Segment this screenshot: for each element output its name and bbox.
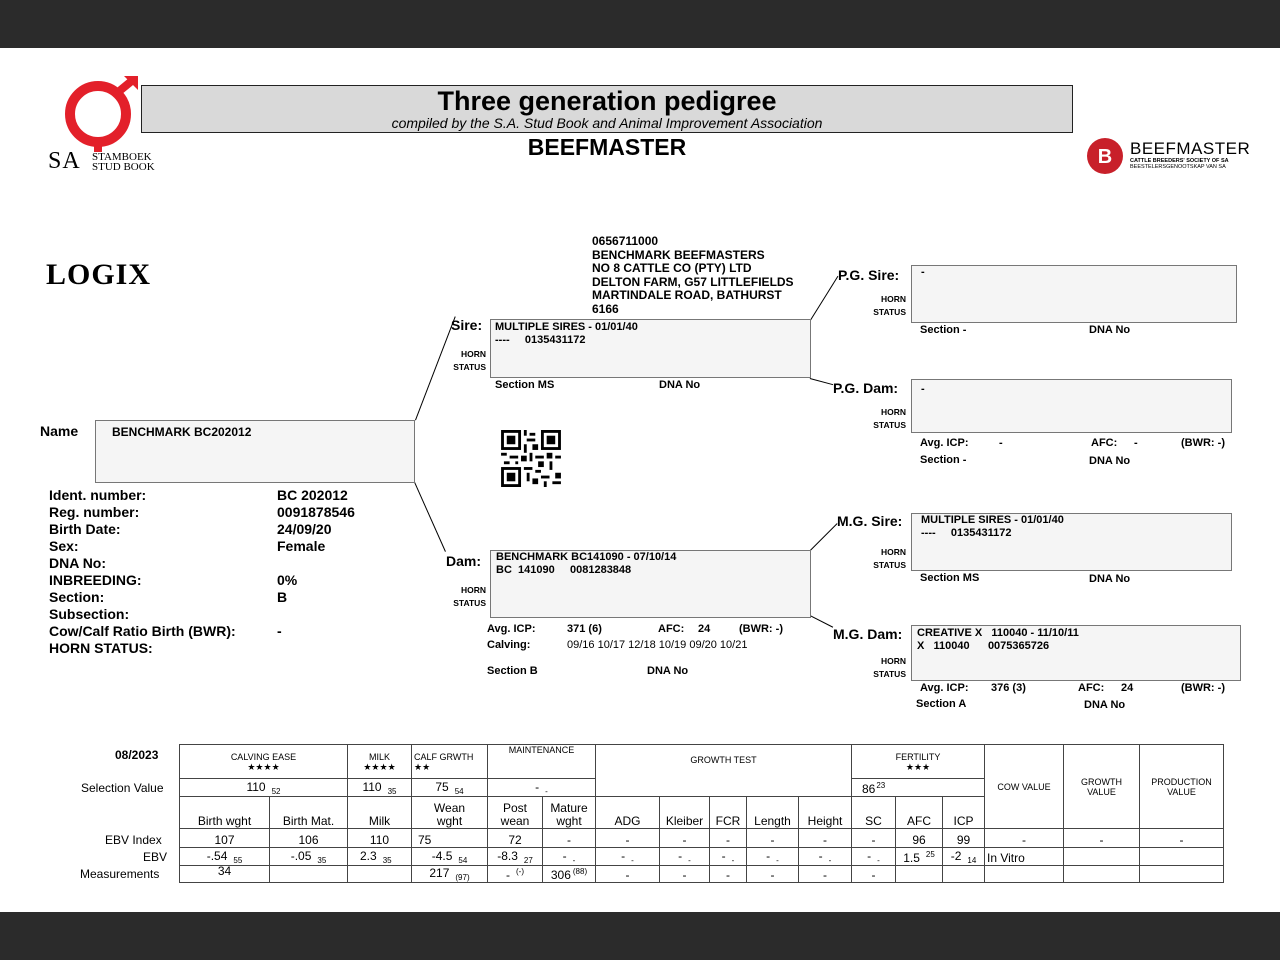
ebv-value: -: [766, 848, 771, 863]
studbook-text: STUD BOOK: [92, 161, 155, 173]
ebv-cell: [543, 848, 596, 866]
info-label: INBREEDING:: [49, 572, 142, 588]
index-cell: -: [596, 829, 660, 848]
ebv-growth-value: [1064, 848, 1140, 866]
meas-value: -: [506, 868, 510, 883]
col-length: Length: [747, 797, 799, 829]
meas-cell: -: [596, 866, 660, 883]
ebv-value: -: [562, 848, 567, 863]
mg-sire-line1: MULTIPLE SIRES - 01/01/40: [921, 514, 1064, 526]
info-label: Cow/Calf Ratio Birth (BWR):: [49, 623, 236, 639]
sel-acc: 23: [876, 781, 886, 790]
status-text: STATUS: [873, 560, 906, 570]
index-cell: -: [852, 829, 896, 848]
connector-line: [810, 276, 838, 321]
ebv-cell: [896, 848, 943, 866]
col-birth-mat: Birth Mat.: [270, 797, 348, 829]
meas-cell: -: [852, 866, 896, 883]
ebv-acc: 35: [317, 856, 327, 865]
info-value: BC 202012: [277, 487, 348, 503]
breeder-address: [592, 235, 794, 316]
col-wean-wght: Wean wght: [412, 797, 488, 829]
pg-dam-afc-label: AFC:: [1091, 437, 1118, 449]
breeder-line: 6166: [592, 301, 619, 316]
col-afc: AFC: [896, 797, 943, 829]
sel-acc: 54: [454, 787, 464, 796]
info-row: [49, 538, 369, 555]
ebv-cell: [710, 848, 747, 866]
calf-growth-title: CALF GRWTH: [414, 751, 474, 762]
sire-section: Section MS: [495, 379, 555, 391]
pg-dam-avg-icp-label: Avg. ICP:: [920, 437, 969, 449]
sire-dna: DNA No: [659, 379, 701, 391]
dam-bwr: (BWR: -): [739, 623, 783, 635]
pg-dam-dna: DNA No: [1089, 455, 1131, 467]
status-text: STATUS: [873, 669, 906, 679]
production-value-header: PRODUCTION VALUE: [1140, 745, 1224, 829]
svg-text:B: B: [1097, 146, 1113, 168]
animal-name: BENCHMARK BC202012: [112, 425, 252, 439]
sire-label: Sire:: [451, 317, 483, 333]
calving-ease-header: [180, 745, 348, 779]
meas-value: 306: [550, 868, 571, 883]
ebv-label: EBV: [143, 850, 168, 864]
fertility-title: FERTILITY: [895, 751, 941, 762]
pg-sire-dna: DNA No: [1089, 324, 1131, 336]
meas-cell: [1064, 866, 1140, 883]
sel-acc: 35: [387, 787, 397, 796]
dam-afc-label: AFC:: [658, 623, 685, 635]
mg-dam-horn-status: [866, 655, 906, 681]
mg-dam-label: M.G. Dam:: [833, 626, 903, 642]
ebv-value: -: [678, 848, 683, 863]
meas-cell: [896, 866, 943, 883]
maintenance-header: MAINTENANCE: [488, 745, 596, 779]
selection-calf: [412, 779, 488, 797]
ebv-production-value: [1140, 848, 1224, 866]
index-cell: 110: [348, 829, 412, 848]
sel-value: 110: [362, 779, 382, 794]
mg-dam-afc: 24: [1121, 682, 1134, 694]
sel-acc: -: [545, 787, 548, 796]
ebv-acc: -: [877, 856, 880, 865]
meas-cell: -: [660, 866, 710, 883]
col-sc: SC: [852, 797, 896, 829]
horn-text: HORN: [880, 294, 906, 304]
meas-acc: (-): [516, 867, 524, 877]
ebv-value: 1.5: [903, 851, 920, 865]
status-text: STATUS: [453, 598, 486, 608]
pg-dam-section: Section -: [920, 454, 967, 466]
mg-dam-line1: CREATIVE X 110040 - 11/10/11: [917, 627, 1079, 639]
fertility-stars: ★★★: [905, 761, 931, 772]
top-bar: [0, 0, 1280, 48]
sire-line2: ---- 0135431172: [495, 334, 586, 346]
pg-dam-box: [911, 379, 1232, 433]
horn-text: HORN: [880, 656, 906, 666]
ebv-acc: -: [731, 856, 735, 865]
ebv-value: -: [621, 848, 626, 863]
dam-avg-icp: 371 (6): [567, 623, 602, 635]
index-cell: 107: [180, 829, 270, 848]
info-label: DNA No:: [49, 555, 107, 571]
index-production-value: -: [1140, 829, 1224, 848]
mg-sire-label: M.G. Sire:: [837, 513, 903, 529]
mg-sire-dna: DNA No: [1089, 573, 1131, 585]
mg-dam-line2: X 110040 0075365726: [917, 640, 1050, 652]
selection-calving: [180, 779, 348, 797]
measurements-label: Measurements: [80, 867, 160, 881]
index-cow-value: -: [985, 829, 1064, 848]
milk-header: [348, 745, 412, 779]
pg-dam-afc: -: [1134, 437, 1138, 449]
growth-value-header: GROWTH VALUE: [1064, 745, 1140, 829]
ebv-value: -: [818, 848, 823, 863]
ebv-acc: -: [572, 856, 576, 865]
calving-ease-title: CALVING EASE: [230, 751, 297, 762]
ebv-acc: -: [688, 856, 691, 865]
dam-calving-dates: 09/16 10/17 12/18 10/19 09/20 10/21: [567, 639, 748, 651]
col-post-wean: Post wean: [488, 797, 543, 829]
breeder-line: BENCHMARK BEEFMASTERS: [592, 247, 765, 262]
breeder-line: DELTON FARM, G57 LITTLEFIELDS: [592, 274, 794, 289]
fertility-header: [852, 745, 985, 779]
milk-stars: ★★★★: [363, 761, 396, 772]
ebv-cell: [852, 848, 896, 866]
mg-dam-avg-icp: 376 (3): [991, 682, 1026, 694]
breeder-line: 0656711000: [592, 234, 659, 248]
status-text: STATUS: [873, 420, 906, 430]
info-label: Sex:: [49, 538, 79, 554]
ebv-value: -4.5: [431, 848, 453, 863]
meas-cell: -: [710, 866, 747, 883]
dam-line2: BC 141090 0081283848: [496, 564, 632, 576]
meas-cell: [543, 866, 596, 883]
info-value: 24/09/20: [277, 521, 332, 537]
ebv-acc: 55: [233, 856, 243, 865]
dam-label: Dam:: [446, 553, 482, 569]
ebv-index-row: [180, 829, 1224, 848]
info-label: Reg. number:: [49, 504, 140, 520]
col-milk: Milk: [348, 797, 412, 829]
info-value: -: [277, 623, 282, 639]
ebv-value: -.05: [290, 848, 312, 863]
col-icp: ICP: [943, 797, 985, 829]
ebv-date: 08/2023: [115, 748, 159, 762]
ebv-value: -.54: [206, 848, 228, 863]
dam-line1: BENCHMARK BC141090 - 07/10/14: [496, 551, 677, 563]
index-cell: 99: [943, 829, 985, 848]
ebv-acc: -: [828, 856, 832, 865]
connector-line: [414, 482, 446, 552]
info-label: Birth Date:: [49, 521, 121, 537]
meas-cell: [270, 866, 348, 883]
calving-stars: ★★★★: [247, 761, 280, 772]
name-label: Name: [40, 423, 79, 439]
mg-dam-dna: DNA No: [1084, 699, 1126, 711]
mg-sire-section: Section MS: [920, 572, 980, 584]
meas-cell: [412, 866, 488, 883]
col-kleiber: Kleiber: [660, 797, 710, 829]
ebv-acc: -: [776, 856, 779, 865]
sire-box: [490, 319, 811, 378]
bottom-bar: [0, 912, 1280, 960]
index-cell: 106: [270, 829, 348, 848]
index-cell: -: [799, 829, 852, 848]
status-text: STATUS: [453, 362, 486, 372]
dam-avg-icp-label: Avg. ICP:: [487, 623, 536, 635]
dam-afc: 24: [698, 623, 711, 635]
col-height: Height: [799, 797, 852, 829]
info-row: [49, 487, 369, 504]
mg-dam-box: [911, 625, 1241, 681]
meas-cell: [943, 866, 985, 883]
sa-letters: SA: [48, 148, 81, 174]
info-value: B: [277, 589, 288, 605]
ebv-acc: 27: [523, 856, 533, 865]
dam-horn-status: [446, 584, 486, 610]
qr-code-icon: [501, 430, 561, 487]
logix-logo: LOGIX: [46, 258, 152, 291]
meas-acc: (97): [455, 873, 470, 883]
info-row: [49, 504, 369, 521]
ebv-cell: [660, 848, 710, 866]
pg-sire-label: P.G. Sire:: [838, 267, 900, 283]
pg-dam-avg-icp: -: [999, 437, 1003, 449]
pg-dam-line1: -: [921, 383, 925, 395]
ebv-value: -: [867, 848, 872, 863]
meas-value: 217: [429, 866, 450, 880]
sire-line1: MULTIPLE SIRES - 01/01/40: [495, 321, 638, 333]
ebv-acc: 54: [458, 856, 468, 865]
ebv-cell: [943, 848, 985, 866]
index-cell: -: [543, 829, 596, 848]
pg-sire-box: [911, 265, 1237, 323]
page-title: Three generation pedigree: [437, 86, 777, 116]
ebv-cell: [488, 848, 543, 866]
info-label: Ident. number:: [49, 487, 147, 503]
sire-horn-status: [446, 348, 486, 374]
ebv-acc: 25: [925, 850, 935, 859]
ebv-cell: [348, 848, 412, 866]
sel-value: 110: [246, 779, 266, 794]
beefmaster-logo: [1086, 137, 1251, 177]
index-cell: -: [710, 829, 747, 848]
ebv-cell: [596, 848, 660, 866]
mg-sire-horn-status: [866, 546, 906, 572]
stamboek-text: STAMBOEK: [92, 151, 152, 163]
ebv-cow-value: In Vitro: [985, 848, 1064, 866]
mg-dam-bwr: (BWR: -): [1181, 682, 1225, 694]
sel-value: 75: [435, 779, 449, 794]
ebv-value: -8.3: [497, 848, 518, 863]
breeder-line: MARTINDALE ROAD, BATHURST: [592, 288, 782, 302]
info-label: HORN STATUS:: [49, 640, 153, 656]
ebv-value: -2: [950, 848, 962, 863]
beefmaster-logo-line2: BEESTELERSGENOOTSKAP VAN SA: [1130, 164, 1226, 170]
pg-dam-bwr: (BWR: -): [1181, 437, 1225, 449]
info-row: [49, 623, 369, 640]
sel-value: 86: [862, 782, 876, 796]
horn-text: HORN: [460, 585, 486, 595]
info-value: 0091878546: [277, 504, 355, 520]
index-growth-value: -: [1064, 829, 1140, 848]
meas-acc: (88): [572, 867, 588, 877]
horn-text: HORN: [460, 349, 486, 359]
info-value: Female: [277, 538, 326, 554]
selection-milk: [348, 779, 412, 797]
ebv-cell: [270, 848, 348, 866]
meas-cell: [488, 866, 543, 883]
meas-cell: [348, 866, 412, 883]
mg-dam-section: Section A: [916, 698, 967, 710]
milk-title: MILK: [368, 751, 390, 762]
connector-line: [810, 523, 838, 551]
connector-line: [810, 378, 833, 385]
pg-sire-line1: -: [921, 266, 925, 278]
meas-cell: -: [799, 866, 852, 883]
pg-dam-horn-status: [866, 406, 906, 432]
breed-title: BEEFMASTER: [527, 134, 687, 160]
info-row: [49, 606, 369, 623]
index-cell: -: [660, 829, 710, 848]
beefmaster-logo-line1: CATTLE BREEDERS' SOCIETY OF SA: [1130, 158, 1229, 164]
page-subtitle: compiled by the S.A. Stud Book and Animal Improvement Association: [391, 115, 823, 131]
calf-growth-header: [412, 745, 488, 779]
info-row: [49, 555, 369, 572]
dam-box: [490, 550, 811, 618]
ebv-value: 2.3: [360, 848, 377, 863]
ebv-row: [180, 848, 1224, 866]
selection-fert: [852, 779, 985, 797]
info-label: Subsection:: [49, 606, 130, 622]
sel-acc: 52: [271, 787, 281, 796]
animal-box: [95, 420, 415, 483]
beefmaster-b-icon: [1086, 137, 1124, 175]
measurements-row: [180, 866, 1224, 883]
growth-test-header: GROWTH TEST: [596, 745, 852, 797]
ebv-table: [179, 744, 1224, 883]
pg-sire-section: Section -: [920, 324, 967, 336]
ebv-group-row: [180, 745, 1224, 779]
info-row: [49, 640, 369, 657]
ebv-cell: [747, 848, 799, 866]
info-value: 0%: [277, 572, 298, 588]
index-cell: 72: [488, 829, 543, 848]
calf-stars: ★★: [414, 761, 431, 772]
ebv-acc: 14: [967, 856, 977, 865]
ebv-cell: [412, 848, 488, 866]
col-fcr: FCR: [710, 797, 747, 829]
mg-dam-avg-icp-label: Avg. ICP:: [920, 682, 969, 694]
index-cell: 75: [412, 829, 488, 848]
horn-text: HORN: [880, 407, 906, 417]
meas-cell: 34: [180, 866, 270, 883]
ebv-acc: -: [631, 856, 634, 865]
breeder-line: NO 8 CATTLE CO (PTY) LTD: [592, 261, 752, 275]
ebv-cell: [180, 848, 270, 866]
info-row: [49, 589, 369, 606]
meas-cell: [985, 866, 1064, 883]
ebv-acc: 35: [382, 856, 392, 865]
status-text: STATUS: [873, 307, 906, 317]
index-cell: 96: [896, 829, 943, 848]
beefmaster-logo-text: BEEFMASTER: [1130, 139, 1251, 158]
info-row: [49, 521, 369, 538]
pg-sire-horn-status: [866, 293, 906, 319]
meas-cell: [1140, 866, 1224, 883]
selection-value-label: Selection Value: [81, 781, 164, 795]
title-box: [141, 85, 1073, 133]
ebv-value: -: [721, 848, 726, 863]
info-label: Section:: [49, 589, 105, 605]
index-cell: -: [747, 829, 799, 848]
meas-cell: -: [747, 866, 799, 883]
dam-calving-label: Calving:: [487, 639, 531, 651]
dam-dna: DNA No: [647, 665, 689, 677]
connector-line: [810, 615, 834, 628]
animal-info: [49, 487, 369, 657]
col-birth-wght: Birth wght: [180, 797, 270, 829]
sel-value: -: [535, 779, 540, 794]
ebv-cell: [799, 848, 852, 866]
ebv-index-label: EBV Index: [105, 833, 162, 847]
mg-sire-box: [911, 513, 1232, 571]
mg-sire-line2: ---- 0135431172: [921, 527, 1012, 539]
info-row: [49, 572, 369, 589]
horn-text: HORN: [880, 547, 906, 557]
cow-value-header: COW VALUE: [985, 745, 1064, 829]
col-adg: ADG: [596, 797, 660, 829]
col-mature-wght: Mature wght: [543, 797, 596, 829]
pg-dam-label: P.G. Dam:: [833, 380, 899, 396]
dam-section: Section B: [487, 665, 538, 677]
mg-dam-afc-label: AFC:: [1078, 682, 1105, 694]
selection-maint: [488, 779, 596, 797]
